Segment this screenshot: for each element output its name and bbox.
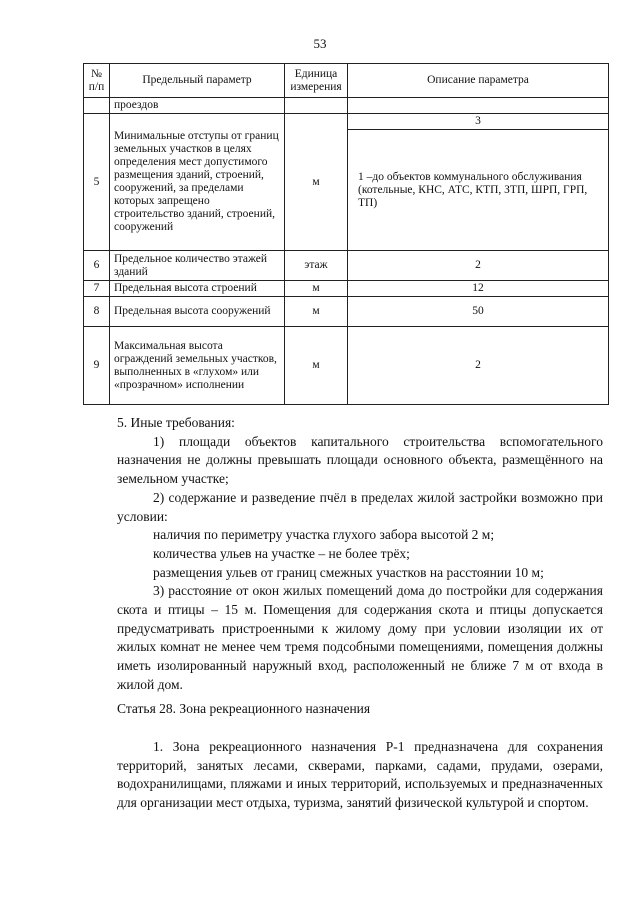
row-unit: м: [285, 114, 348, 251]
section-5-condition-3: размещения ульев от границ смежных участков на расстоянии 10 м;: [153, 564, 544, 580]
row-desc-value: 3: [348, 114, 609, 130]
row-param: Минимальные отступы от границ земельных участков в целях определения мест допустимого размещения зданий, строений, сооружений, за пределами которых запрещено строительство зданий, строений, сооружений: [110, 114, 285, 251]
table-row: [84, 114, 609, 130]
continuation-text: проездов: [110, 98, 285, 114]
row-unit: м: [285, 327, 348, 405]
header-desc: Описание параметра: [348, 64, 609, 98]
table-row: [84, 251, 609, 281]
row-desc: 12: [348, 281, 609, 297]
header-unit: Единица измерения: [285, 64, 348, 98]
row-num: 9: [84, 327, 110, 405]
table-header-row: [84, 64, 609, 98]
header-num: № п/п: [84, 64, 110, 98]
row-desc-note: 1 –до объектов коммунального обслуживания (котельные, КНС, АТС, КТП, ЗТП, ШРП, ГРП, ТП): [348, 130, 609, 251]
article-28-paragraph-1: 1. Зона рекреационного назначения Р-1 предназначена для сохранения территорий, занятых лесами, скверами, парками, садами, прудами, озерами, водохранилищами, пляжами и иных территорий, используемых и предназначенных для организации мест отдыха, туризма, занятий физической культурой и спортом.: [117, 739, 603, 811]
row-unit: этаж: [285, 251, 348, 281]
row-param: Предельная высота сооружений: [110, 297, 285, 327]
table-row: [84, 281, 609, 297]
section-5-item-3: 3) расстояние от окон жилых помещений дома до постройки для содержания скота и птицы – 15 м. Помещения для содержания скота и птицы допускается предусматривать пристроенными к жилому дому при условии изоляции их от жилых комнат не менее чем тремя подсобными помещениями, помещения должны иметь изолированный наружный вход, расположенный не ближе 7 м от входа в жилой дом.: [117, 583, 603, 692]
parameters-table: [83, 63, 609, 405]
table-row-continuation: [84, 98, 609, 114]
article-28-title: Статья 28. Зона рекреационного назначения: [117, 701, 371, 716]
page-number: 53: [313, 36, 327, 51]
row-num: 7: [84, 281, 110, 297]
row-param: Предельная высота строений: [110, 281, 285, 297]
row-desc: 2: [348, 251, 609, 281]
section-5-item-2: 2) содержание и разведение пчёл в пределах жилой застройки возможно при условии:: [117, 489, 603, 524]
section-5-title: 5. Иные требования:: [117, 415, 235, 430]
row-param: Предельное количество этажей зданий: [110, 251, 285, 281]
section-5-condition-1: наличия по периметру участка глухого забора высотой 2 м;: [153, 527, 495, 543]
header-param: Предельный параметр: [110, 64, 285, 98]
row-num: 8: [84, 297, 110, 327]
row-param: Максимальная высота ограждений земельных участков, выполненных в «глухом» или «прозрачном» исполнении: [110, 327, 285, 405]
row-num: 5: [84, 114, 110, 251]
table-row: [84, 297, 609, 327]
row-num: 6: [84, 251, 110, 281]
row-unit: м: [285, 297, 348, 327]
section-5: [117, 414, 603, 695]
section-5-item-1: 1) площади объектов капитального строительства вспомогательного назначения не должны превышать площади основного объекта, размещённого на земельном участке;: [117, 433, 603, 487]
section-5-condition-2: количества ульев на участке – не более трёх;: [153, 545, 410, 561]
row-desc: 2: [348, 327, 609, 405]
row-unit: м: [285, 281, 348, 297]
row-desc: 50: [348, 297, 609, 327]
table-row: [84, 327, 609, 405]
